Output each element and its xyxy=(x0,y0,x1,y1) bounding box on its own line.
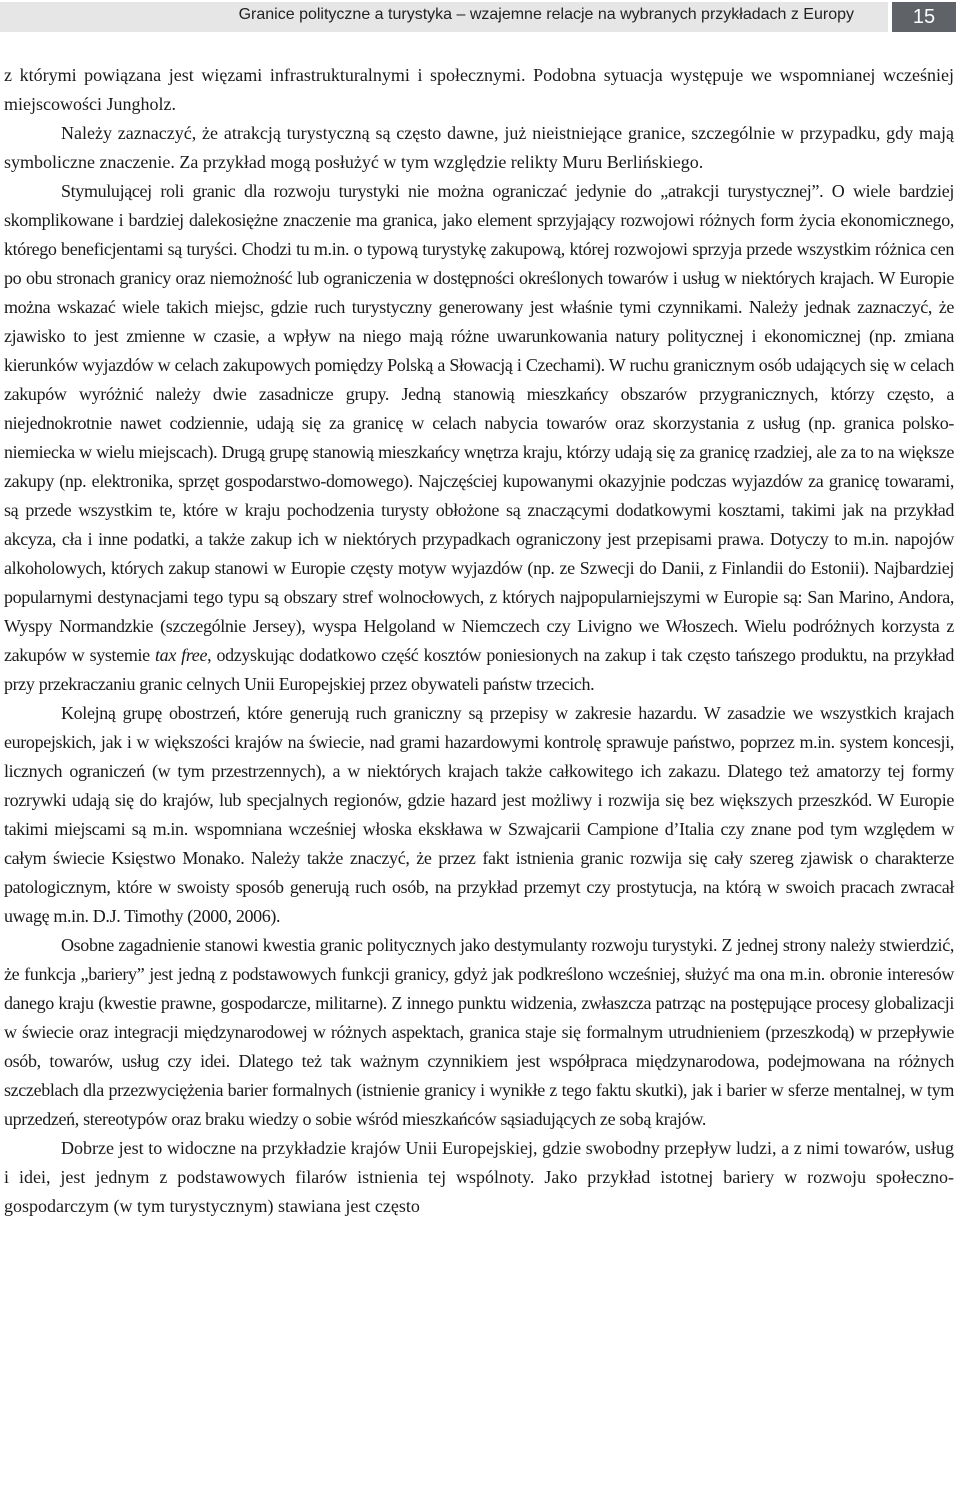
paragraph xyxy=(4,177,954,699)
paragraph-text: , odzyskując dodatkowo część kosztów poniesionych na zakup i tak często tańszego produktu, na przykład przy przekraczaniu granic celnych Unii Europejskiej przez obywateli państw trzecich. xyxy=(4,645,955,694)
body-text xyxy=(4,61,954,1221)
paragraph: Dobrze jest to widoczne na przykładzie krajów Unii Europejskiej, gdzie swobodny przepływ ludzi, a z nimi towarów, usług i idei, jest jednym z podstawowych filarów istnienia tej wspólnoty. Jako przykład istotnej bariery w rozwoju społeczno-gospodarczym (w tym turystycznym) stawiana jest często xyxy=(4,1138,954,1216)
page-number: 15 xyxy=(892,2,956,32)
emphasis-text: tax free xyxy=(155,645,208,665)
page-header xyxy=(0,0,960,36)
paragraph: Kolejną grupę obostrzeń, które generują ruch graniczny są przepisy w zakresie hazardu. W zasadzie we wszystkich krajach europejskich, jak i w większości krajów na świecie, nad grami hazardowymi kontrolę sprawuje państwo, poprzez m.in. system koncesji, licznych ograniczeń (w tym przestrzennych), a w niektórych krajach także całkowitego ich zakazu. Dlatego też amatorzy tej formy rozrywki udają się do krajów, lub specjalnych regionów, gdzie hazard jest możliwy i rozwija się bez większych przeszkód. W Europie takimi miejscami są m.in. wspomniana wcześniej włoska ekskława w Szwajcarii Campione d’Italia czy znane pod tym względem w całym świecie Księstwo Monako. Należy także znaczyć, że przez fakt istnienia granic rozwija się cały szereg zjawisk o charakterze patologicznym, które w swoisty sposób generują ruch osób, na przykład przemyt czy prostytucja, na którą w swoich pracach zwracał uwagę m.in. D.J. Timothy (2000, 2006). xyxy=(4,703,954,926)
paragraph: Osobne zagadnienie stanowi kwestia granic politycznych jako destymulanty rozwoju turystyki. Z jednej strony należy stwierdzić, że funkcja „bariery” jest jedną z podstawowych funkcji granicy, gdyż jak podkreślono wcześniej, służyć ma ona m.in. obronie interesów danego kraju (kwestie prawne, gospodarcze, militarne). Z innego punktu widzenia, zwłaszcza patrząc na postępujące procesy globalizacji w świecie oraz integracji międzynarodowej w różnych aspektach, granica staje się formalnym utrudnieniem (przeszkodą) w przepływie osób, towarów, usług czy idei. Dlatego też tak ważnym czynnikiem jest współpraca międzynarodowa, podejmowana na różnych szczeblach dla przezwyciężenia barier formalnych (istnienie granicy i wynikłe z tego faktu skutki), jak i barier w sferze mentalnej, w tym uprzedzeń, stereotypów oraz braku wiedzy o sobie wśród mieszkańców sąsiadujących ze sobą krajów. xyxy=(4,935,954,1129)
paragraph: Należy zaznaczyć, że atrakcją turystyczną są często dawne, już nieistniejące granice, szczególnie w przypadku, gdy mają symboliczne znaczenie. Za przykład mogą posłużyć w tym względzie relikty Muru Berlińskiego. xyxy=(4,123,954,172)
running-title: Granice polityczne a turystyka – wzajemne relacje na wybranych przykładach z Europy xyxy=(238,6,854,23)
paragraph: z którymi powiązana jest więzami infrastrukturalnymi i społecznymi. Podobna sytuacja występuje we wspomnianej wcześniej miejscowości Jungholz. xyxy=(4,65,954,114)
paragraph-text: Stymulującej roli granic dla rozwoju turystyki nie można ograniczać jedynie do „atrakcji turystycznej”. O wiele bardziej skomplikowane i bardziej dalekosiężne znaczenie ma granica, jako element sprzyjający rozwojowi różnych form życia ekonomicznego, którego beneficjentami są turyści. Chodzi tu m.in. o typową turystykę zakupową, której rozwojowi sprzyja przede wszystkim różnica cen po obu stronach granicy oraz niemożność lub ograniczenia w dostępności określonych towarów i usług w niektórych krajach. W Europie można wskazać wiele takich miejsc, gdzie ruch turystyczny generowany jest właśnie tymi czynnikami. Należy jednak zaznaczyć, że zjawisko to jest zmienne w czasie, a wpływ na niego mają różne uwarunkowania natury politycznej i ekonomicznej (np. zmiana kierunków wyjazdów w celach zakupowych pomiędzy Polską a Słowacją i Czechami). W ruchu granicznym osób udających się w celach zakupów wyróżnić należy dwie zasadnicze grupy. Jedną stanowią mieszkańcy obszarów przygranicznych, którzy często, a niejednokrotnie nawet codziennie, udają się za granicę w celach nabycia towarów oraz skorzystania z usług (np. granica polsko-niemiecka w wielu miejscach). Drugą grupę stanowią mieszkańcy wnętrza kraju, którzy udają się za granicę rzadziej, ale za to na większe zakupy (np. elektronika, sprzęt gospodarstwo-domowego). Najczęściej kupowanymi okazyjnie podczas wyjazdów za granicę towarami, są przede wszystkim te, które w kraju pochodzenia turysty obłożone są znaczącymi dodatkowymi kosztami, takimi jak na przykład akcyza, cła i inne podatki, a także zakup ich w niektórych przypadkach ograniczony jest przepisami prawa. Dotyczy to m.in. napojów alkoholowych, których zakup stanowi w Europie częsty motyw wyjazdów (np. ze Szwecji do Danii, z Finlandii do Estonii). Najbardziej popularnymi destynacjami tego typu są obszary stref wolnocłowych, z których najpopularniejszymi w Europie są: San Marino, Andora, Wyspy Normandzkie (szczególnie Jersey), wyspa Helgoland w Niemczech czy Livigno we Włoszech. Wielu podróżnych korzysta z zakupów w systemie xyxy=(4,181,954,665)
